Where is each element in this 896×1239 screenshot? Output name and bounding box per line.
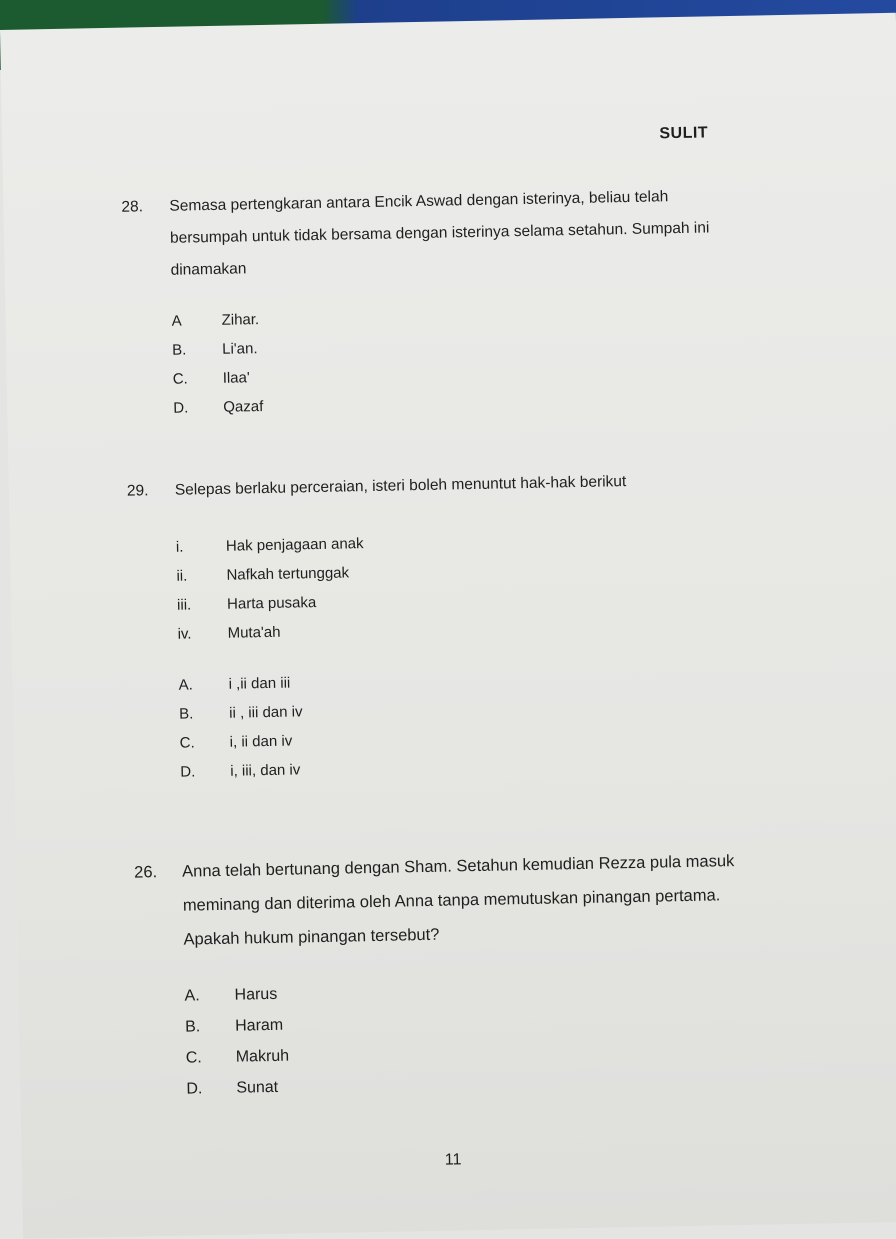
statement-key: i. bbox=[175, 538, 184, 556]
answer-options bbox=[178, 660, 732, 787]
question-number: 26. bbox=[134, 863, 158, 882]
question-number: 29. bbox=[126, 482, 149, 500]
question-text: Anna telah bertunang dengan Sham. Setahun kemudian Rezza pula masuk meminang dan diterima oleh Anna tanpa memutuskan pinangan pertama. Apakah hukum pinangan tersebut? bbox=[182, 852, 735, 949]
option-key: A bbox=[171, 312, 182, 330]
question-text: Semasa pertengkaran antara Encik Aswad dengan isterinya, beliau telah bersumpah untuk tidak bersama dengan isterinya selama setahun. Sumpah ini dinamakan bbox=[169, 188, 710, 279]
option-key: A. bbox=[184, 987, 200, 1005]
option-key: B. bbox=[185, 1018, 201, 1036]
question-26 bbox=[134, 843, 779, 1105]
option-text: i, iii, dan iv bbox=[230, 761, 301, 780]
question-29 bbox=[127, 464, 733, 787]
statement-text: Hak penjagaan anak bbox=[225, 535, 364, 555]
option-text: Li'an. bbox=[222, 340, 258, 358]
page-number: 11 bbox=[444, 1151, 462, 1169]
option-key: D. bbox=[173, 399, 189, 417]
option-key: C. bbox=[179, 734, 195, 752]
exam-page bbox=[0, 13, 896, 1239]
classification-label: SULIT bbox=[659, 124, 709, 143]
answer-options bbox=[171, 296, 725, 423]
statement-text: Muta'ah bbox=[227, 623, 281, 642]
option-text: Zihar. bbox=[221, 311, 260, 329]
option-key: B. bbox=[172, 341, 187, 359]
question-text: Selepas berlaku perceraian, isteri boleh menuntut hak-hak berikut bbox=[174, 473, 627, 499]
statement-key: ii. bbox=[176, 567, 188, 585]
option-text: ii , iii dan iv bbox=[228, 703, 303, 722]
answer-options bbox=[184, 969, 778, 1104]
option-key: C. bbox=[172, 370, 188, 388]
option-text: Harus bbox=[234, 985, 278, 1004]
option-key: D. bbox=[180, 763, 196, 781]
statement-text: Nafkah tertunggak bbox=[226, 564, 350, 584]
statement-list bbox=[176, 522, 730, 649]
question-number: 28. bbox=[121, 198, 144, 216]
option-text: Qazaf bbox=[223, 398, 264, 416]
statement-key: iv. bbox=[177, 625, 192, 643]
option-key: A. bbox=[178, 676, 193, 694]
option-text: i ,ii dan iii bbox=[228, 674, 291, 693]
option-key: D. bbox=[186, 1080, 203, 1098]
option-text: Makruh bbox=[235, 1047, 290, 1066]
option-text: Sunat bbox=[236, 1078, 279, 1097]
option-text: Ilaa' bbox=[222, 369, 250, 387]
statement-text: Harta pusaka bbox=[226, 594, 317, 613]
option-key: B. bbox=[179, 705, 194, 723]
statement-key: iii. bbox=[176, 596, 192, 614]
option-text: Haram bbox=[235, 1016, 284, 1035]
option-text: i, ii dan iv bbox=[229, 732, 293, 751]
option-key: C. bbox=[185, 1049, 202, 1067]
question-28 bbox=[121, 180, 725, 423]
